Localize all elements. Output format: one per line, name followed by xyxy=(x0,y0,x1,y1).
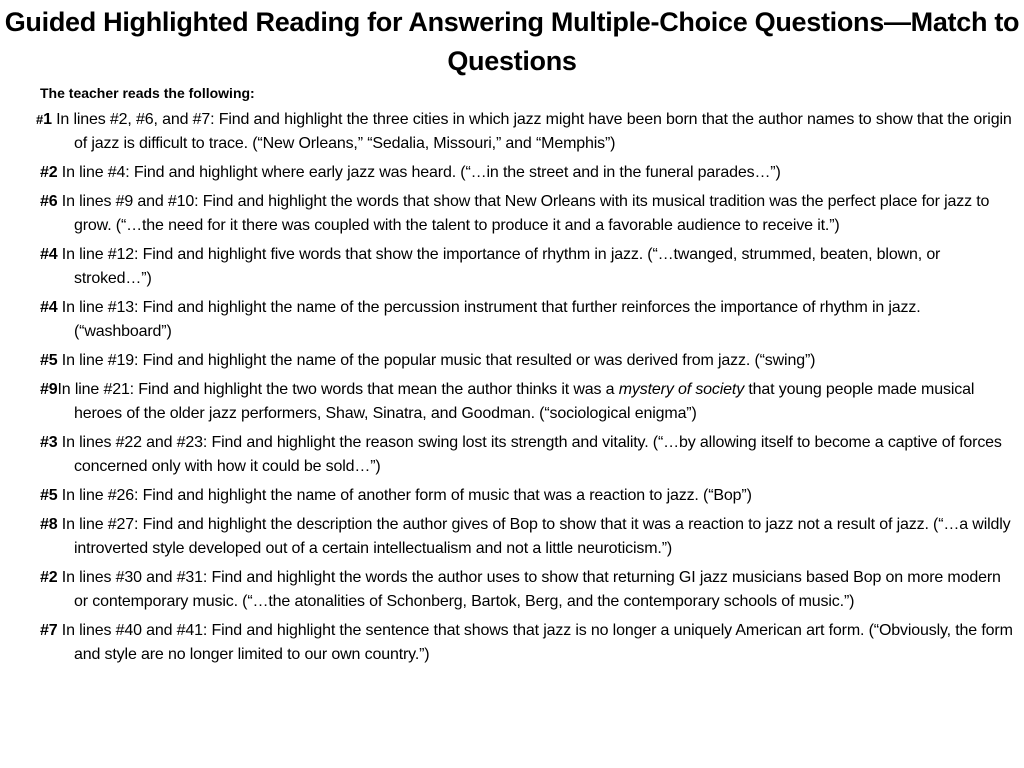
item-number: #4 xyxy=(40,246,58,263)
list-item xyxy=(36,484,1014,508)
item-text-italic: mystery of society xyxy=(618,381,745,398)
list-item xyxy=(36,513,1014,561)
item-text: In line #13: Find and highlight the name of the percussion instrument that further reinforces the importance of rhythm in jazz. (“washboard”) xyxy=(57,299,921,340)
list-item xyxy=(36,619,1014,667)
item-text: that young people made musical heroes of the older jazz performers, Shaw, Sinatra, and Goodman. (“sociological enigma”) xyxy=(74,381,975,422)
item-text: In line #4: Find and highlight where early jazz was heard. (“…in the street and in the funeral parades…”) xyxy=(57,164,781,181)
list-item xyxy=(36,161,1014,185)
item-number: 1 xyxy=(43,111,52,128)
list-item xyxy=(36,349,1014,373)
item-number: #8 xyxy=(40,516,58,533)
item-text: In line #21: Find and highlight the two words that mean the author thinks it was a xyxy=(57,381,619,398)
item-text: In lines #2, #6, and #7: Find and highlight the three cities in which jazz might have been born that the author names to show that the origin of jazz is difficult to trace. (“New Orleans,” “Sedalia, Missouri,” and “Memphis”) xyxy=(51,111,1012,152)
list-item xyxy=(36,378,1014,426)
item-text: In line #26: Find and highlight the name of another form of music that was a reaction to jazz. (“Bop”) xyxy=(57,487,752,504)
item-number: #9 xyxy=(40,381,58,398)
list-item xyxy=(36,108,1014,156)
item-number: #2 xyxy=(40,569,58,586)
item-number-prefix: # xyxy=(36,112,44,127)
page-title: Guided Highlighted Reading for Answering Multiple-Choice Questions—Match to Questions xyxy=(4,7,1020,76)
list-item xyxy=(36,190,1014,238)
item-number: #3 xyxy=(40,434,58,451)
list-item xyxy=(36,243,1014,291)
item-number: #4 xyxy=(40,299,58,316)
item-text: In lines #40 and #41: Find and highlight the sentence that shows that jazz is no longer a uniquely American art form. (“Obviously, the form and style are no longer limited to our own country.”) xyxy=(57,622,1013,663)
item-number: #5 xyxy=(40,352,58,369)
list-item xyxy=(36,431,1014,479)
question-list xyxy=(36,108,1014,672)
item-number: #6 xyxy=(40,193,58,210)
item-number: #2 xyxy=(40,164,58,181)
item-text: In line #19: Find and highlight the name of the popular music that resulted or was derived from jazz. (“swing”) xyxy=(57,352,816,369)
item-text: In line #27: Find and highlight the description the author gives of Bop to show that it was a reaction to jazz not a result of jazz. (“…a wildly introverted style developed out of a certain intellectualism and not a little neuroticism.”) xyxy=(57,516,1011,557)
list-item xyxy=(36,566,1014,614)
item-text: In lines #9 and #10: Find and highlight the words that show that New Orleans with its musical tradition was the perfect place for jazz to grow. (“…the need for it there was coupled with the talent to produce it and a favorable audience to receive it.”) xyxy=(57,193,990,234)
list-item xyxy=(36,296,1014,344)
item-text: In lines #30 and #31: Find and highlight the words the author uses to show that returning GI jazz musicians based Bop on more modern or contemporary music. (“…the atonalities of Schonberg, Bartok, Berg, and the contemporary schools of music.”) xyxy=(57,569,1001,610)
item-number: #7 xyxy=(40,622,58,639)
item-text: In line #12: Find and highlight five words that show the importance of rhythm in jazz. (“…twanged, strummed, beaten, blown, or stroked…”) xyxy=(57,246,941,287)
item-number: #5 xyxy=(40,487,58,504)
intro-label: The teacher reads the following: xyxy=(40,85,255,101)
item-text: In lines #22 and #23: Find and highlight the reason swing lost its strength and vitality. (“…by allowing itself to become a captive of forces concerned only with how it could be sold…”) xyxy=(57,434,1002,475)
